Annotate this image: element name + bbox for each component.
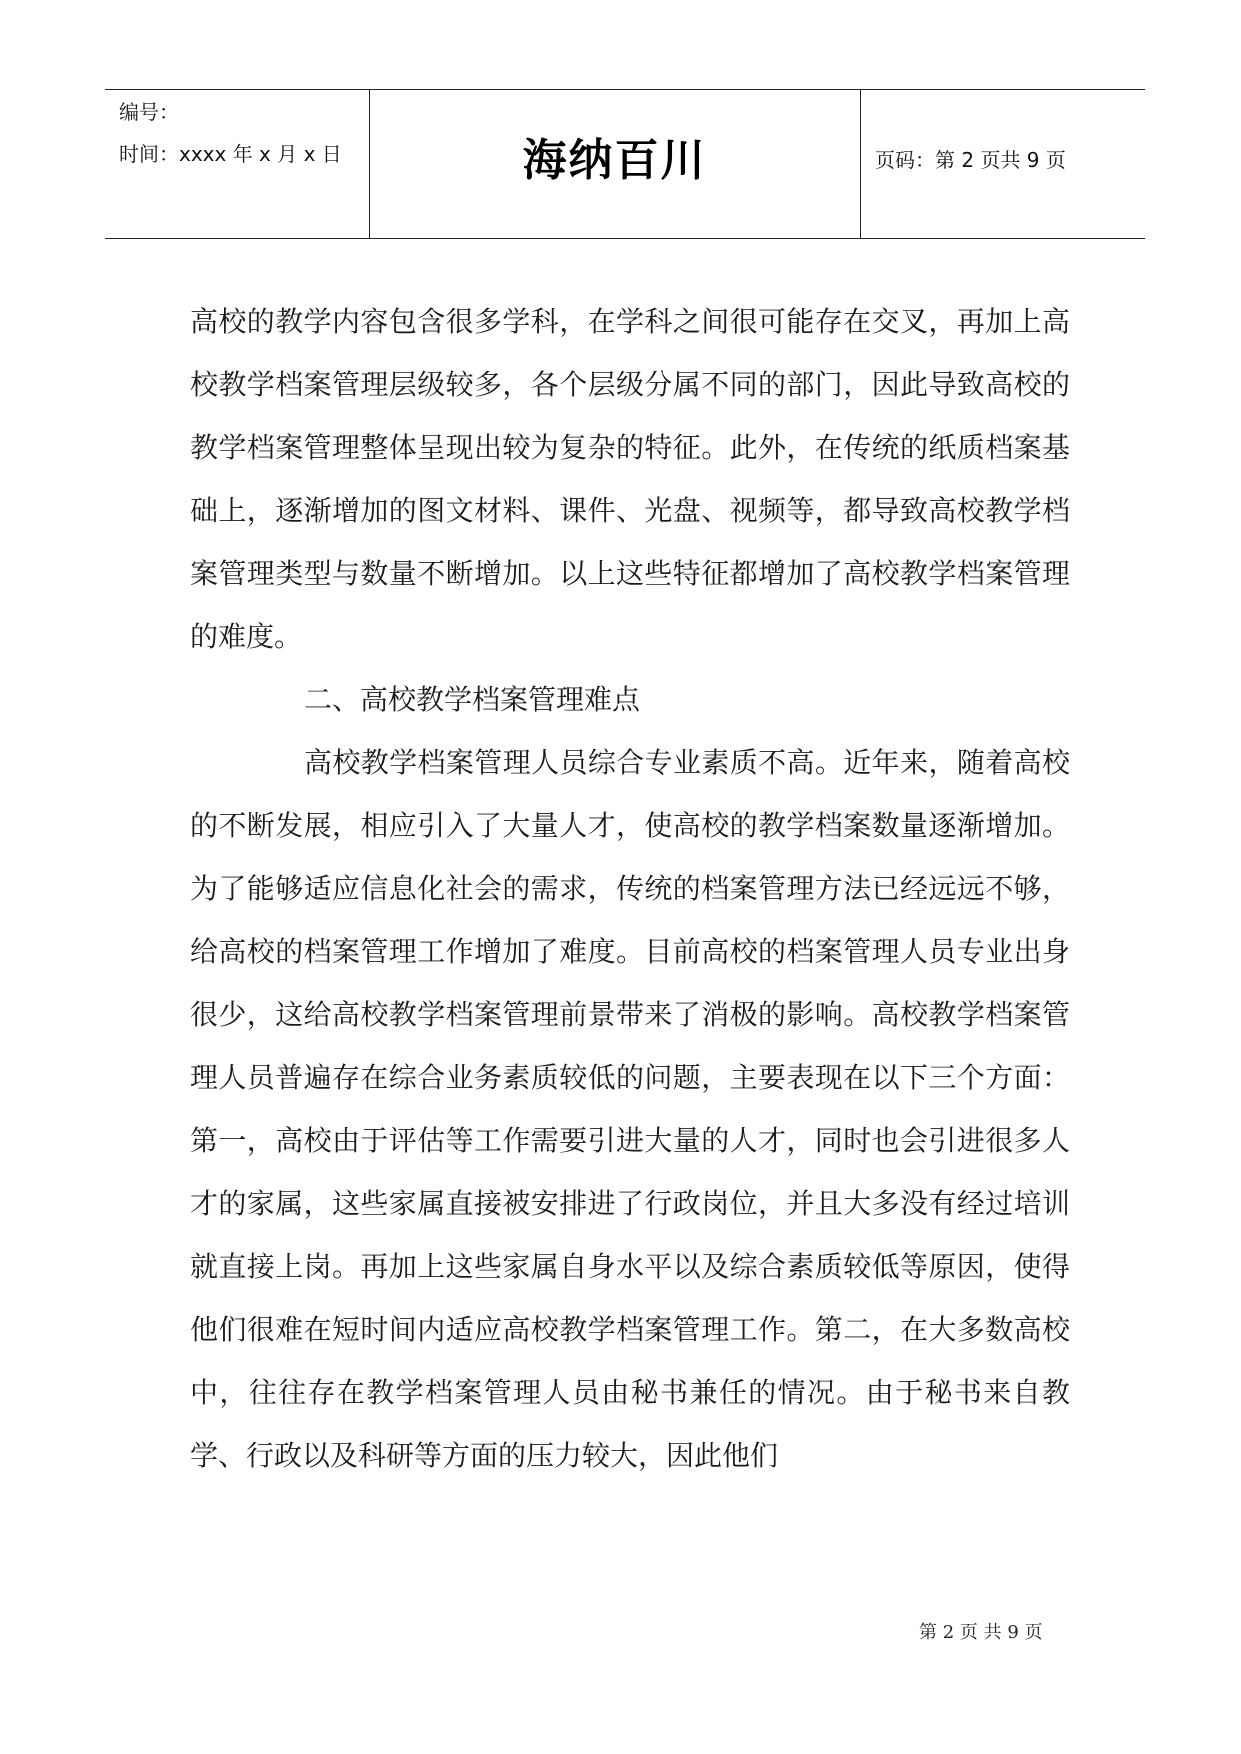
date-label: 时间：xxxx 年 x 月 x 日 [119, 142, 342, 166]
header-divider-right [860, 90, 861, 238]
document-body [190, 290, 1070, 1487]
section-heading: 二、高校教学档案管理难点 [304, 683, 641, 716]
document-title: 海纳百川 [522, 135, 707, 186]
page-footer: 第 2 页 共 9 页 [919, 1622, 1043, 1643]
paragraph-1: 高校的教学内容包含很多学科，在学科之间很可能存在交叉，再加上高校教学档案管理层级较多，各个层级分属不同的部门，因此导致高校的教学档案管理整体呈现出较为复杂的特征。此外，在传统的纸质档案基础上，逐渐增加的图文材料、课件、光盘、视频等，都导致高校教学档案管理类型与数量不断增加。以上这些特征都增加了高校教学档案管理的难度。 [190, 305, 1070, 653]
page-number-label: 页码：第 2 页共 9 页 [875, 148, 1066, 172]
document-header [105, 89, 1145, 239]
serial-number-label: 编号： [119, 100, 179, 124]
paragraph-2: 高校教学档案管理人员综合专业素质不高。近年来，随着高校的不断发展，相应引入了大量人才，使高校的教学档案数量逐渐增加。为了能够适应信息化社会的需求，传统的档案管理方法已经远远不够，给高校的档案管理工作增加了难度。目前高校的档案管理人员专业出身很少，这给高校教学档案管理前景带来了消极的影响。高校教学档案管理人员普遍存在综合业务素质较低的问题，主要表现在以下三个方面：第一，高校由于评估等工作需要引进大量的人才，同时也会引进很多人才的家属，这些家属直接被安排进了行政岗位，并且大多没有经过培训就直接上岗。再加上这些家属自身水平以及综合素质较低等原因，使得他们很难在短时间内适应高校教学档案管理工作。第二，在大多数高校中，往往存在教学档案管理人员由秘书兼任的情况。由于秘书来自教学、行政以及科研等方面的压力较大，因此他们 [190, 746, 1070, 1472]
